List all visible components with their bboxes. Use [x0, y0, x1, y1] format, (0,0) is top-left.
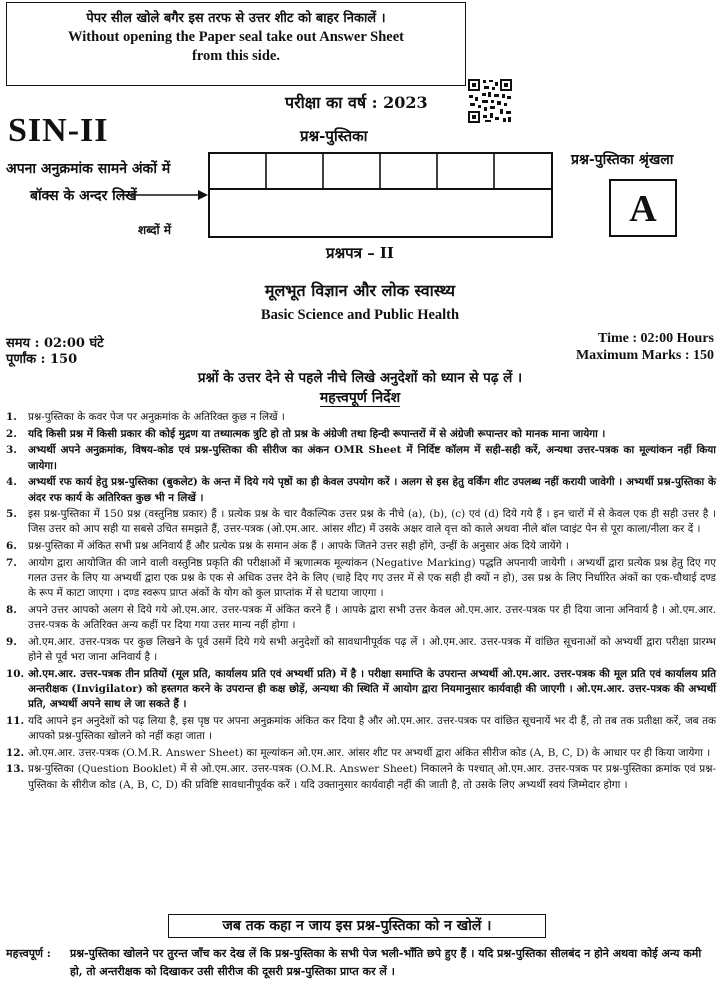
instruction-text: अपने उत्तर आपको अलग से दिये गये ओ.एम.आर. उत्तर-पत्रक में अंकित करने हैं । आपके द्वारा सभी उत्तर केवल ओ.एम.आर. उत्तर-पत्रक पर ही दिया जाना अनिवार्य है । ओ.एम.आर. उत्तर-पत्रक के अतिरिक्त अन्य कहीं पर दिया गया उत्तर मान्य नहीं होगा । — [28, 603, 716, 632]
instruction-item — [6, 410, 716, 425]
instruction-number: 7. — [6, 556, 17, 569]
instruction-item — [6, 443, 716, 473]
instruction-item — [6, 746, 716, 761]
time-english: Time : 02:00 Hours — [597, 331, 714, 346]
instruction-text: ओ.एम.आर. उत्तर-पत्रक (O.M.R. Answer Sheet) का मूल्यांकन ओ.एम.आर. आंसर शीट पर अभ्यर्थी द्वारा अंकित सीरीज कोड (A, B, C, D) के आधार पर ही किया जायेगा । — [28, 746, 711, 759]
roll-instruction-words: शब्दों में — [138, 223, 171, 237]
seal-notice-english-2: from this side. — [192, 48, 280, 64]
roll-number-boxes[interactable] — [208, 152, 553, 238]
marks-hindi: पूर्णांक : 150 — [6, 352, 78, 367]
instruction-item — [6, 507, 716, 537]
qr-code — [467, 78, 513, 124]
instruction-text: प्रश्न-पुस्तिका (Question Booklet) में से ओ.एम.आर. उत्तर-पत्रक (O.M.R. Answer Sheet) निकालने के पश्चात् ओ.एम.आर. उत्तर-पत्रक पर प्रश्न-पुस्तिका क्रमांक एवं प्रश्न-पुस्तिका के सीरीज कोड (A, B, C, D) की प्रविष्टि सावधानीपूर्वक करें । यदि उक्तानुसार कार्यवाही नहीं की जाती है, तो उसके लिए अभ्यर्थी स्वयं जिम्मेदार होगा । — [28, 763, 716, 791]
series-label: प्रश्न-पुस्तिका श्रृंखला — [571, 152, 674, 168]
instruction-text: इस प्रश्न-पुस्तिका में 150 प्रश्न (वस्तुनिष्ठ प्रकार) हैं । प्रत्येक प्रश्न के चार वैकल्पिक उत्तर प्रश्न के नीचे (a), (b), (c) एवं (d) दिये गये हैं । इन चारों में से केवल एक ही सही उत्तर है । जिस उत्तर को आप सही या सबसे उचित समझते हैं, उत्तर-पत्रक (ओ.एम.आर. आंसर शीट) में उसके अक्षर वाले वृत्त को काले अथवा नीले बॉल प्वाइंट पेन से पूरा काला/नीला कर दें । — [28, 508, 716, 536]
exam-year: परीक्षा का वर्ष : 2023 — [285, 93, 428, 112]
instruction-number: 6. — [6, 540, 17, 553]
instruction-text: अभ्यर्थी अपने अनुक्रमांक, विषय-कोड एवं प्रश्न-पुस्तिका की सीरीज का अंकन OMR Sheet में निर्दिष्ट कॉलम में सही-सही करें, अन्यथा उत्तर-पत्रक का मूल्यांकन नहीं किया जायेगा। — [28, 444, 716, 472]
series-value: A — [609, 179, 677, 237]
instruction-text: आयोग द्वारा आयोजित की जाने वाली वस्तुनिष्ठ प्रकृति की परीक्षाओं में ऋणात्मक मूल्यांकन (Negative Marking) पद्धति अपनायी जायेगी । अभ्यर्थी द्वारा प्रत्येक प्रश्न हेतु दिए गए गलत उत्तर के लिए या अभ्यर्थी द्वारा एक प्रश्न के एक से अधिक उत्तर देने के लिए (चाहे दिए गए उत्तर में से एक सही ही क्यों न हो), उस प्रश्न के लिए निर्धारित अंकों का एक-चौथाई दण्ड के रूप में काटा जाएगा । दण्ड स्वरूप प्राप्त अंकों के योग को कुल प्राप्तांक में से घटाया जाएगा । — [28, 556, 716, 600]
instruction-text: प्रश्न-पुस्तिका के कवर पेज पर अनुक्रमांक के अतिरिक्त कुछ न लिखें । — [28, 411, 285, 423]
roll-instruction-line2: बॉक्स के अन्दर लिखें — [30, 188, 137, 204]
instruction-number: 9. — [6, 635, 17, 648]
instruction-text: अभ्यर्थी रफ कार्य हेतु प्रश्न-पुस्तिका (बुकलेट) के अन्त में दिये गये पृष्ठों का ही केवल उपयोग करें । अलग से इस हेतु वर्किंग शीट उपलब्ध नहीं करायी जावेगी । अभ्यर्थी प्रश्न-पुस्तिका के अंदर रफ कार्य के अतिरिक्त कुछ भी न लिखें । — [28, 476, 716, 504]
instruction-number: 12. — [6, 746, 25, 759]
instruction-number: 8. — [6, 603, 17, 616]
instruction-text: ओ.एम.आर. उत्तर-पत्रक पर कुछ लिखने के पूर्व उसमें दिये गये सभी अनुदेशों को सावधानीपूर्वक पढ़ लें । ओ.एम.आर. उत्तर-पत्रक में वांछित सूचनाओं को अभ्यर्थी द्वारा परीक्षा प्रारम्भ होने से पूर्व भरा जाना अनिवार्य है । — [28, 635, 716, 664]
subject-hindi: मूलभूत विज्ञान और लोक स्वास्थ्य — [264, 281, 456, 300]
important-heading — [0, 388, 720, 407]
instruction-number: 5. — [6, 508, 17, 521]
instruction-item — [6, 762, 716, 792]
do-not-open-box: जब तक कहा न जाय इस प्रश्न-पुस्तिका को न खोलें । — [168, 914, 546, 938]
instruction-item — [6, 556, 716, 602]
instruction-number: 13. — [6, 763, 25, 776]
instructions-list — [6, 410, 716, 794]
time-hindi: समय : 02:00 घंटे — [6, 336, 104, 351]
important-note — [6, 945, 716, 981]
instruction-text: यदि किसी प्रश्न में किसी प्रकार की कोई मुद्रण या तथ्यात्मक त्रुटि हो तो प्रश्न के अंग्रेजी तथा हिन्दी रूपान्तरों में से अंग्रेजी रूपान्तर को मानक माना जायेगा । — [28, 427, 606, 440]
instruction-item — [6, 667, 716, 713]
important-heading-text: महत्त्वपूर्ण निर्देश — [319, 390, 401, 406]
instruction-item — [6, 603, 716, 633]
instruction-text: यदि आपने इन अनुदेशों को पढ़ लिया है, इस पृष्ठ पर अपना अनुक्रमांक अंकित कर दिया है और ओ.एम.आर. उत्तर-पत्रक पर वांछित सूचनायें भर दी हैं, तो तब तक प्रतीक्षा करें, जब तक आपको प्रश्न-पुस्तिका खोलने को नहीं कहा जाता । — [28, 714, 716, 743]
marks-english: Maximum Marks : 150 — [575, 348, 714, 363]
paper-number: प्रश्नपत्र – II — [326, 244, 394, 262]
instruction-item — [6, 427, 716, 442]
instruction-number: 10. — [6, 667, 25, 680]
instruction-item — [6, 714, 716, 744]
instruction-text: ओ.एम.आर. उत्तर-पत्रक तीन प्रतियों (मूल प्रति, कार्यालय प्रति एवं अभ्यर्थी प्रति) में है । परीक्षा समाप्ति के उपरान्त अभ्यर्थी ओ.एम.आर. उत्तर-पत्रक की मूल प्रति एवं कार्यालय प्रति अन्तरीक्षक (Invigilator) को हस्तगत करने के उपरान्त ही कक्ष छोड़ें, अन्यथा की स्थिति में आयोग द्वारा नियमानुसार कार्यवाही की जाएगी । ओ.एम.आर. उत्तर-पत्रक की अभ्यर्थी प्रति, अभ्यर्थी अपने साथ ले जा सकते हैं । — [28, 667, 716, 711]
instruction-number: 1. — [6, 411, 17, 423]
paper-code: SIN-II — [8, 112, 109, 149]
read-first-note: प्रश्नों के उत्तर देने से पहले नीचे लिखे अनुदेशों को ध्यान से पढ़ लें । — [197, 370, 523, 386]
important-note-text: प्रश्न-पुस्तिका खोलने पर तुरन्त जाँच कर देख लें कि प्रश्न-पुस्तिका के सभी पेज भली-भाँति छपे हुए हैं । यदि प्रश्न-पुस्तिका सीलबंद न होने अथवा कोई अन्य कमी हो, तो अन्तरीक्षक को दिखाकर उसी सीरीज की दूसरी प्रश्न-पुस्तिका प्राप्त कर लें । — [70, 947, 702, 978]
roll-instruction-line1: अपना अनुक्रमांक सामने अंकों में — [6, 161, 171, 177]
instruction-number: 2. — [6, 427, 17, 440]
instruction-number: 11. — [6, 714, 25, 727]
instruction-number: 3. — [6, 444, 17, 457]
arrow-right-icon — [122, 190, 208, 200]
seal-notice-english-1: Without opening the Paper seal take out Answer Sheet — [68, 29, 404, 45]
booklet-label: प्रश्न-पुस्तिका — [300, 127, 368, 145]
seal-notice-hindi: पेपर सील खोले बगैर इस तरफ से उत्तर शीट को बाहर निकालें । — [86, 11, 386, 26]
instruction-number: 4. — [6, 476, 17, 489]
seal-notice-box — [6, 2, 466, 86]
subject-english: Basic Science and Public Health — [260, 307, 460, 323]
instruction-item — [6, 475, 716, 505]
important-note-label: महत्त्वपूर्ण : — [6, 947, 51, 960]
instruction-text: प्रश्न-पुस्तिका में अंकित सभी प्रश्न अनिवार्य हैं और प्रत्येक प्रश्न के समान अंक हैं । आपके जितने उत्तर सही होंगे, उन्हीं के अनुसार अंक दिये जायेंगे । — [28, 540, 569, 553]
instruction-item — [6, 635, 716, 665]
instruction-item — [6, 539, 716, 554]
